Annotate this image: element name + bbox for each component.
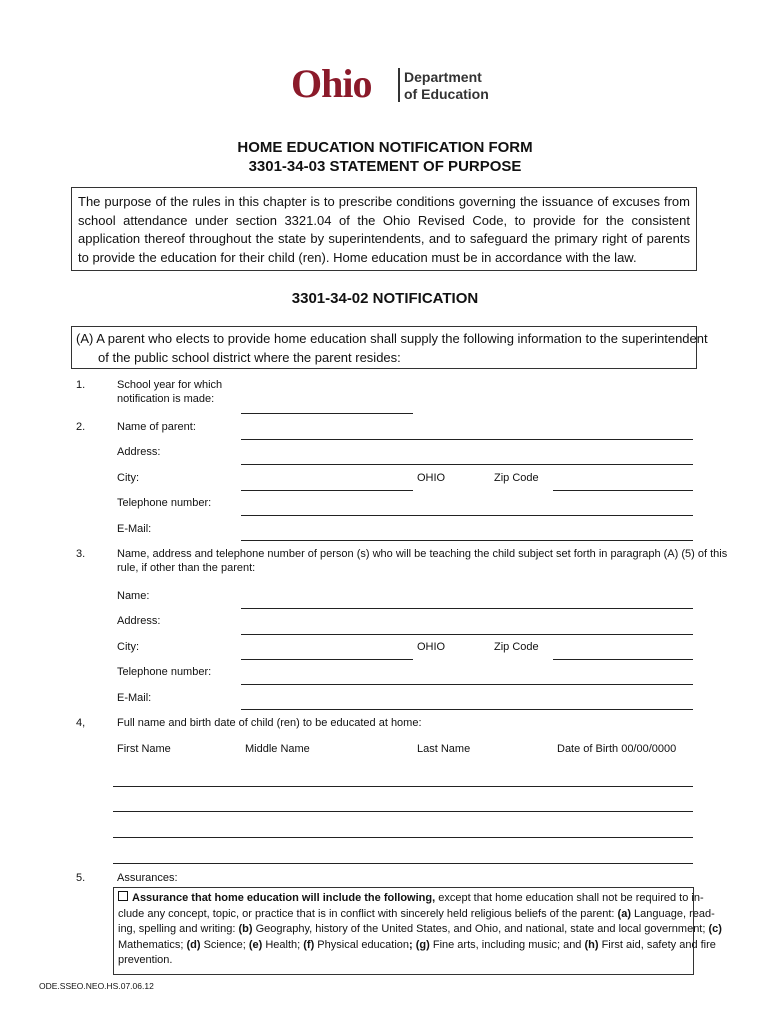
teacher-address-label: Address: bbox=[117, 615, 161, 627]
teacher-city-field[interactable] bbox=[241, 659, 413, 660]
school-year-field[interactable] bbox=[241, 413, 413, 414]
logo-dept-line1: Department bbox=[404, 69, 482, 85]
assurance-checkbox[interactable] bbox=[118, 891, 128, 901]
assurance-line-4 bbox=[118, 938, 716, 954]
parent-email-label: E-Mail: bbox=[117, 523, 152, 535]
assurance-line-3 bbox=[118, 922, 722, 938]
parent-address-field[interactable] bbox=[241, 464, 693, 465]
teacher-email-label: E-Mail: bbox=[117, 692, 152, 704]
teacher-name-field[interactable] bbox=[241, 608, 693, 609]
parent-zip-label: Zip Code bbox=[494, 472, 539, 484]
assurance-letter-g: ; (g) bbox=[409, 938, 430, 951]
assurance-text: ing, spelling and writing: bbox=[118, 923, 239, 935]
assurance-text: First aid, safety and fire bbox=[598, 938, 716, 951]
item1-label-line2: notification is made: bbox=[117, 393, 215, 405]
teacher-zip-field[interactable] bbox=[553, 659, 693, 660]
child-row-4-field[interactable] bbox=[113, 863, 693, 864]
parent-name-field[interactable] bbox=[241, 439, 693, 440]
parent-phone-label: Telephone number: bbox=[117, 497, 212, 509]
parent-address-label: Address: bbox=[117, 446, 161, 458]
teacher-phone-label: Telephone number: bbox=[117, 666, 212, 678]
purpose-text: The purpose of the rules in this chapter is to prescribe conditions governing the issuance of excuses from school attendance under section 3321.04 of the Ohio Revised Code, to provide for the consistent application thereof throughout the state by superintendents, and to safeguard the primary right of parents to provide the education for their child (ren). Home education must be in accordance with the law. bbox=[78, 194, 690, 265]
assurance-text: Science; bbox=[200, 938, 249, 951]
assurance-letter-d: (d) bbox=[186, 938, 201, 951]
assurance-letter-a: (a) bbox=[617, 907, 631, 920]
item1-label bbox=[117, 378, 222, 406]
item3-desc-line1: Name, address and telephone number of person (s) who will be teaching the child subject set forth in paragraph (A) (5) of this bbox=[117, 548, 728, 560]
assurance-letter-e: (e) bbox=[248, 938, 263, 951]
assurance-letter-h: (h) bbox=[584, 938, 599, 951]
assurance-text: Physical education bbox=[314, 938, 410, 951]
child-row-1-field[interactable] bbox=[113, 786, 693, 787]
teacher-address-field[interactable] bbox=[241, 634, 693, 635]
child-row-2-field[interactable] bbox=[113, 811, 693, 812]
teacher-city-label: City: bbox=[117, 641, 139, 653]
teacher-name-label: Name: bbox=[117, 590, 150, 602]
assurance-line1-rest: except that home education shall not be required to in- bbox=[435, 892, 704, 904]
assurance-box bbox=[113, 887, 722, 975]
assurance-line-2 bbox=[118, 907, 715, 923]
notification-heading: 3301-34-02 NOTIFICATION bbox=[291, 290, 479, 307]
item3-desc-line2: rule, if other than the parent: bbox=[117, 562, 256, 574]
assurance-letter-f: (f) bbox=[303, 938, 315, 951]
purpose-title: 3301-34-03 STATEMENT OF PURPOSE bbox=[248, 158, 522, 175]
assurance-bold-text: Assurance that home education will include the following, bbox=[132, 892, 436, 904]
teacher-email-field[interactable] bbox=[241, 709, 693, 710]
item3-description bbox=[117, 547, 727, 575]
parent-email-field[interactable] bbox=[241, 540, 693, 541]
assurance-text: Language, read- bbox=[631, 907, 715, 920]
col-first-name: First Name bbox=[117, 743, 171, 755]
item1-number: 1. bbox=[76, 379, 86, 391]
assurance-text: Fine arts, including music; and bbox=[429, 938, 585, 951]
teacher-state-text: OHIO bbox=[417, 641, 446, 653]
col-middle-name: Middle Name bbox=[245, 743, 310, 755]
item1-label-line1: School year for which bbox=[117, 379, 223, 391]
item5-number: 5. bbox=[76, 872, 86, 884]
assurance-text: Geography, history of the United States, and Ohio, and national, state and local government; bbox=[252, 923, 709, 935]
notification-box bbox=[71, 326, 708, 369]
form-title: HOME EDUCATION NOTIFICATION FORM bbox=[237, 139, 533, 156]
assurance-text: Health; bbox=[262, 938, 304, 951]
assurance-letter-b: (b) bbox=[238, 923, 253, 935]
ohio-logo: Ohio bbox=[291, 61, 372, 106]
parent-name-label: Name of parent: bbox=[117, 421, 196, 433]
notification-intro-line1: (A) A parent who elects to provide home education shall supply the following information to the superintendent bbox=[76, 331, 708, 346]
assurance-text: clude any concept, topic, or practice that is in conflict with sincerely held religious beliefs of the parent: bbox=[118, 907, 618, 920]
parent-city-label: City: bbox=[117, 472, 139, 484]
parent-city-field[interactable] bbox=[241, 490, 413, 491]
assurance-letter-c: (c) bbox=[708, 923, 722, 935]
form-code: ODE.SSEO.NEO.HS.07.06.12 bbox=[39, 981, 154, 991]
notification-intro-line2: of the public school district where the parent resides: bbox=[98, 349, 401, 365]
item4-number: 4, bbox=[76, 717, 86, 729]
assurance-line-5: prevention. bbox=[118, 954, 173, 966]
assurances-label: Assurances: bbox=[117, 872, 178, 884]
logo-department-text bbox=[404, 69, 489, 103]
item4-description: Full name and birth date of child (ren) to be educated at home: bbox=[117, 717, 422, 729]
logo-divider bbox=[398, 68, 400, 102]
item3-number: 3. bbox=[76, 548, 86, 560]
purpose-box bbox=[71, 187, 697, 271]
item2-number: 2. bbox=[76, 421, 86, 433]
col-date-of-birth: Date of Birth 00/00/0000 bbox=[557, 743, 677, 755]
teacher-zip-label: Zip Code bbox=[494, 641, 539, 653]
parent-state-text: OHIO bbox=[417, 472, 446, 484]
assurance-text: Mathematics; bbox=[118, 938, 187, 951]
assurance-line-1 bbox=[118, 891, 704, 907]
child-row-3-field[interactable] bbox=[113, 837, 693, 838]
parent-zip-field[interactable] bbox=[553, 490, 693, 491]
teacher-phone-field[interactable] bbox=[241, 684, 693, 685]
col-last-name: Last Name bbox=[417, 743, 471, 755]
parent-phone-field[interactable] bbox=[241, 515, 693, 516]
logo-dept-line2: of Education bbox=[404, 86, 489, 102]
